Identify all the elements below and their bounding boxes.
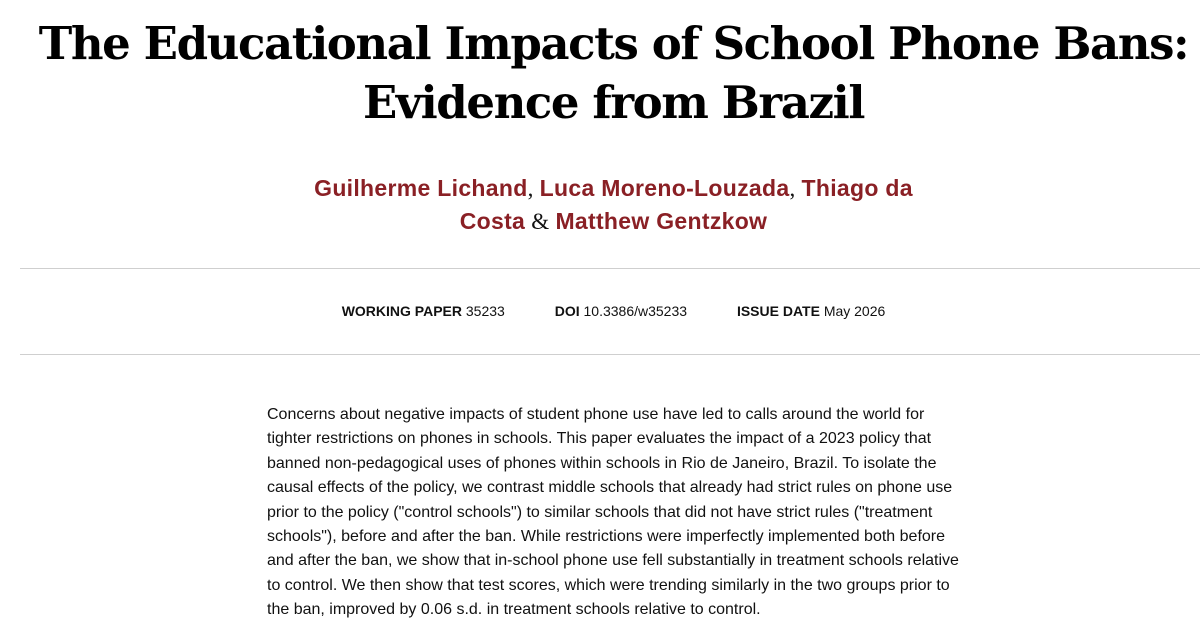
paper-metadata: [0, 302, 1200, 320]
abstract-line: schools"), before and after the ban. While restrictions were imperfectly implemented both before: [267, 528, 946, 546]
divider: [20, 354, 1200, 355]
author-separator: &: [525, 209, 556, 234]
abstract-line: and after the ban, we show that in-school phone use fell substantially in treatment schools relative: [267, 552, 959, 570]
author-line: [0, 205, 1200, 238]
author-link[interactable]: Thiago da: [801, 175, 913, 201]
issue-date: [737, 302, 885, 320]
meta-value: 35233: [465, 303, 505, 319]
author-separator: ,: [789, 176, 802, 201]
author-separator: ,: [527, 176, 540, 201]
author-link[interactable]: Guilherme Lichand: [314, 175, 528, 201]
title-line: The Educational Impacts of School Phone Bans:: [38, 17, 1189, 70]
author-line: [0, 172, 1200, 205]
abstract-line: causal effects of the policy, we contrast middle schools that already had strict rules on phone use: [267, 479, 953, 497]
divider: [20, 268, 1200, 269]
author-link[interactable]: Costa: [459, 208, 526, 234]
abstract-line: the ban, improved by 0.06 s.d. in treatment schools relative to control.: [267, 601, 761, 619]
author-link[interactable]: Matthew Gentzkow: [555, 208, 768, 234]
meta-label: ISSUE DATE: [736, 303, 820, 319]
meta-value: May 2026: [823, 303, 886, 319]
abstract-line: prior to the policy ("control schools") to similar schools that did not have strict rules ("treatment: [267, 503, 933, 521]
meta-value[interactable]: 10.3386/w35233: [583, 303, 688, 319]
abstract-line: tighter restrictions on phones in schools. This paper evaluates the impact of a 2023 policy that: [267, 430, 932, 448]
abstract-line: to control. We then show that test scores, which were trending similarly in the two groups prior to: [267, 576, 950, 594]
author-list: [0, 172, 1200, 238]
abstract-line: banned non-pedagogical uses of phones within schools in Rio de Janeiro, Brazil. To isolate the: [267, 454, 937, 472]
paper-title: [0, 14, 1200, 132]
meta-label: WORKING PAPER: [341, 303, 462, 319]
abstract-line: Concerns about negative impacts of student phone use have led to calls around the world for: [267, 406, 925, 423]
working-paper-number: [342, 302, 505, 320]
author-link[interactable]: Luca Moreno-Louzada: [539, 175, 790, 201]
doi: [555, 302, 687, 320]
meta-label: DOI: [554, 303, 580, 319]
title-line: Evidence from Brazil: [362, 76, 865, 129]
abstract: [267, 403, 967, 623]
